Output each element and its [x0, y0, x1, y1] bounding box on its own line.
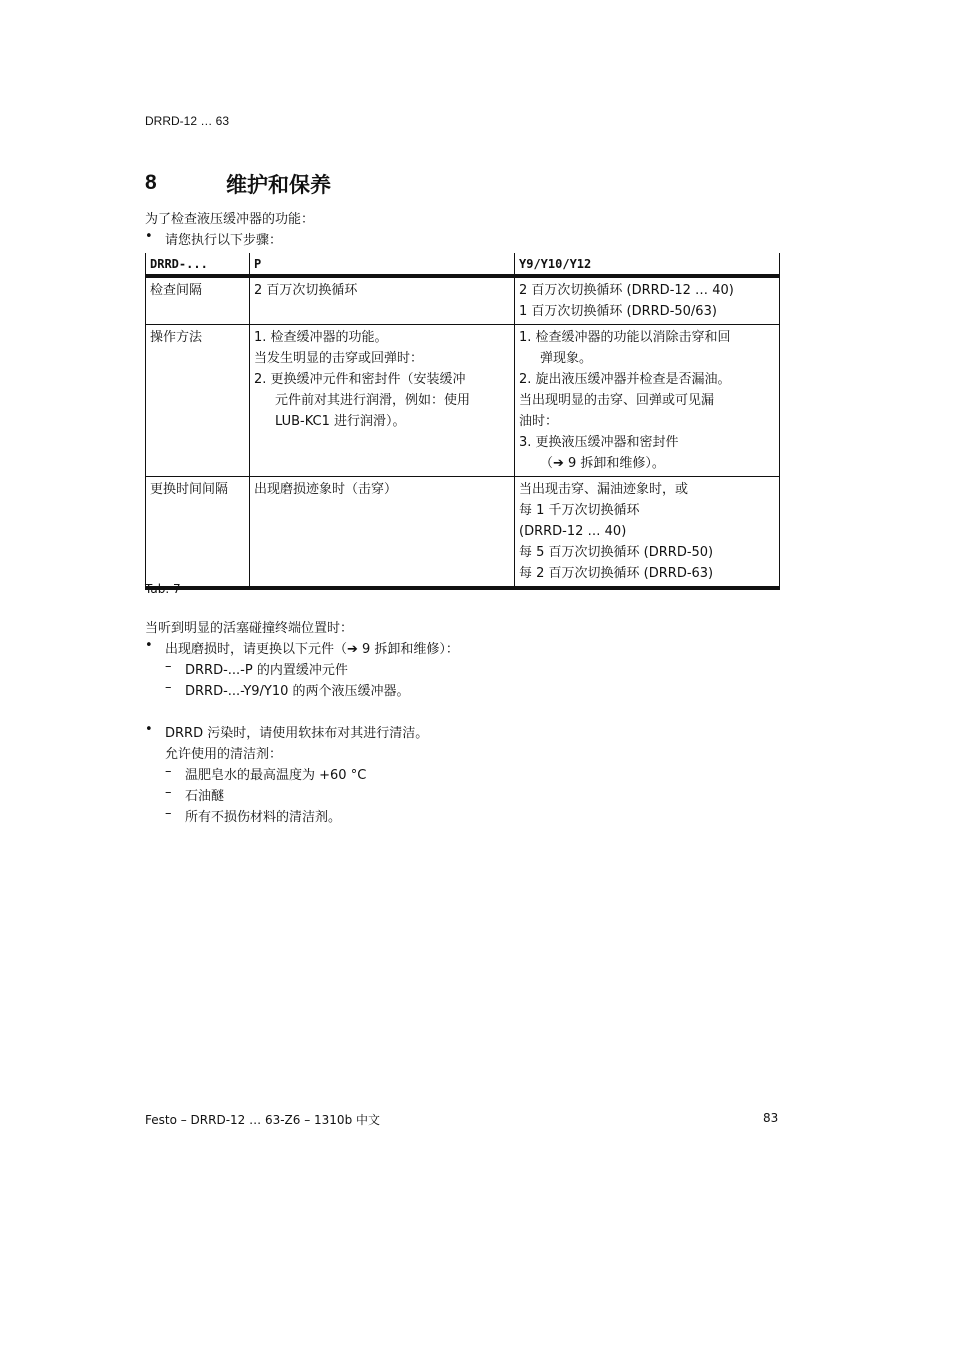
page-number: 83	[763, 1111, 779, 1125]
cleaning-sub-item: 石油醚	[185, 789, 225, 804]
cell-line: 2 百万次切换循环 (DRRD-12 … 40)	[519, 283, 734, 298]
row-label-check-interval: 检查间隔	[146, 276, 250, 325]
section-title: 维护和保养	[226, 173, 331, 197]
cell-line: 3. 更换液压缓冲器和密封件	[519, 435, 679, 450]
cell-line: （➔ 9 拆卸和维修）。	[540, 456, 665, 471]
y-cell	[515, 325, 780, 477]
cell-line: 1. 检查缓冲器的功能以消除击穿和回	[519, 330, 731, 345]
cell-line: 油时：	[519, 414, 559, 429]
y-cell	[515, 477, 780, 589]
table-caption: Tab. 7	[145, 582, 181, 596]
dash-glyph: –	[165, 806, 172, 821]
dash-glyph: –	[165, 659, 172, 674]
header-cell-model: DRRD-...	[146, 253, 250, 276]
collision-sub-item: DRRD-...-Y9/Y10 的两个液压缓冲器。	[185, 684, 410, 699]
cleaning-allowed: 允许使用的清洁剂：	[165, 747, 283, 762]
maintenance-table	[145, 253, 780, 590]
cell-line: LUB-KC1 进行润滑）。	[275, 414, 406, 429]
dash-glyph: –	[165, 785, 172, 800]
cell-line: 出现磨损迹象时（击穿）	[254, 482, 398, 497]
cleaning-item: DRRD 污染时，请使用软抹布对其进行清洁。	[165, 726, 429, 741]
cell-line: 2 百万次切换循环	[254, 283, 358, 298]
cleaning-sub-item: 温肥皂水的最高温度为 +60 °C	[185, 768, 367, 783]
collision-lead: 当听到明显的活塞碰撞终端位置时：	[145, 621, 354, 636]
header-cell-y: Y9/Y10/Y12	[515, 253, 780, 276]
dash-glyph: –	[165, 764, 172, 779]
dash-glyph: –	[165, 680, 172, 695]
cell-line: 元件前对其进行润滑，例如：使用	[275, 393, 471, 408]
cell-line: 每 2 百万次切换循环 (DRRD-63)	[519, 566, 714, 581]
section-number: 8	[145, 171, 157, 194]
bullet-glyph: •	[145, 722, 153, 737]
row-label-procedure: 操作方法	[146, 325, 250, 477]
header-cell-p: P	[250, 253, 515, 276]
cell-line: 当出现击穿、漏油迹象时，或	[519, 482, 689, 497]
cell-line: 弹现象。	[540, 351, 593, 366]
intro-text: 为了检查液压缓冲器的功能：	[145, 212, 315, 227]
cleaning-sub-item: 所有不损伤材料的清洁剂。	[185, 810, 342, 825]
collision-item: 出现磨损时，请更换以下元件（➔ 9 拆卸和维修）：	[165, 642, 459, 657]
table-row	[146, 477, 780, 589]
cell-line: 2. 旋出液压缓冲器并检查是否漏油。	[519, 372, 731, 387]
bullet-glyph: •	[145, 638, 153, 653]
intro-step: 请您执行以下步骤：	[165, 233, 283, 248]
cell-line: 当发生明显的击穿或回弹时：	[254, 351, 424, 366]
cell-line: 1. 检查缓冲器的功能。	[254, 330, 388, 345]
y-cell	[515, 276, 780, 325]
cell-line: 1 百万次切换循环 (DRRD-50/63)	[519, 304, 717, 319]
cell-line: 每 5 百万次切换循环 (DRRD-50)	[519, 545, 714, 560]
cell-line: (DRRD-12 … 40)	[519, 524, 627, 539]
p-cell	[250, 477, 515, 589]
cell-line: 每 1 千万次切换循环	[519, 503, 640, 518]
cell-line: 当出现明显的击穿、回弹或可见漏	[519, 393, 715, 408]
row-label-replacement-interval: 更换时间间隔	[146, 477, 250, 589]
table-row	[146, 325, 780, 477]
bullet-glyph: •	[145, 229, 153, 244]
footer-text: Festo – DRRD-12 … 63-Z6 – 1310b 中文	[145, 1113, 380, 1127]
table-header-row	[146, 253, 780, 276]
cell-line: 2. 更换缓冲元件和密封件（安装缓冲	[254, 372, 466, 387]
p-cell	[250, 325, 515, 477]
collision-sub-item: DRRD-...-P 的内置缓冲元件	[185, 663, 348, 678]
p-cell	[250, 276, 515, 325]
document-header: DRRD-12 … 63	[145, 114, 230, 128]
table-row	[146, 276, 780, 325]
